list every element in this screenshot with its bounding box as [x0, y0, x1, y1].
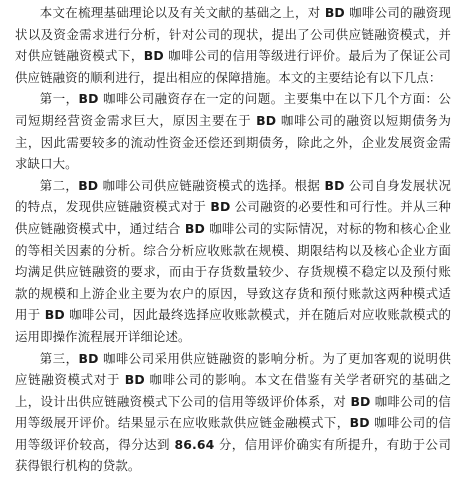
paragraph-intro: 本文在梳理基础理论以及有关文献的基础之上，对 BD 咖啡公司的融资现状以及资金需求进行分析，针对公司的现状，提出了公司供应链融资模式，并对供应链融资模式下，BD 咖啡公司的信用等级进行评价。最后为了保证公司供应链融资的顺利进行，提出相应的保障措施。本文的主要结论有以下几点：: [15, 2, 451, 88]
paragraph-conclusion-1: 第一，BD 咖啡公司融资存在一定的问题。主要集中在以下几个方面：公司短期经营资金需求巨大，原因主要在于 BD 咖啡公司的融资以短期债务为主，因此需要较多的流动性资金还偿还到期债务，除此之外，企业发展资金需求缺口大。: [15, 88, 451, 174]
paragraph-conclusion-2: 第二，BD 咖啡公司供应链融资模式的选择。根据 BD 公司自身发展状况的特点，发现供应链融资模式对于 BD 公司融资的必要性和可行性。并从三种供应链融资模式中，通过结合 BD 咖啡公司的实际情况，对标的物和核心企业的等相关因素的分析。综合分析应收账款在规模、期限结构以及核心企业方面均满足供应链融资的要求，而由于存货数量较少、存货规模不稳定以及预付账款的规模和上游企业主要为农户的原因，导致这存货和预付账款这两种模式适用于 BD 咖啡公司，因此最终选择应收账款模式，并在随后对应收账款模式的运用即操作流程展开详细论述。: [15, 175, 451, 348]
paragraph-conclusion-3: 第三，BD 咖啡公司采用供应链融资的影响分析。为了更加客观的说明供应链融资模式对于 BD 咖啡公司的影响。本文在借鉴有关学者研究的基础之上，设计出供应链融资模式下公司的信用等级评价体系，对 BD 咖啡公司的信用等级展开评价。结果显示在应收账款供应链金融模式下，BD 咖啡公司的信用等级评价较高，得分达到 86.64 分，信用评价确实有所提升，有助于公司获得银行机构的贷款。: [15, 348, 451, 477]
